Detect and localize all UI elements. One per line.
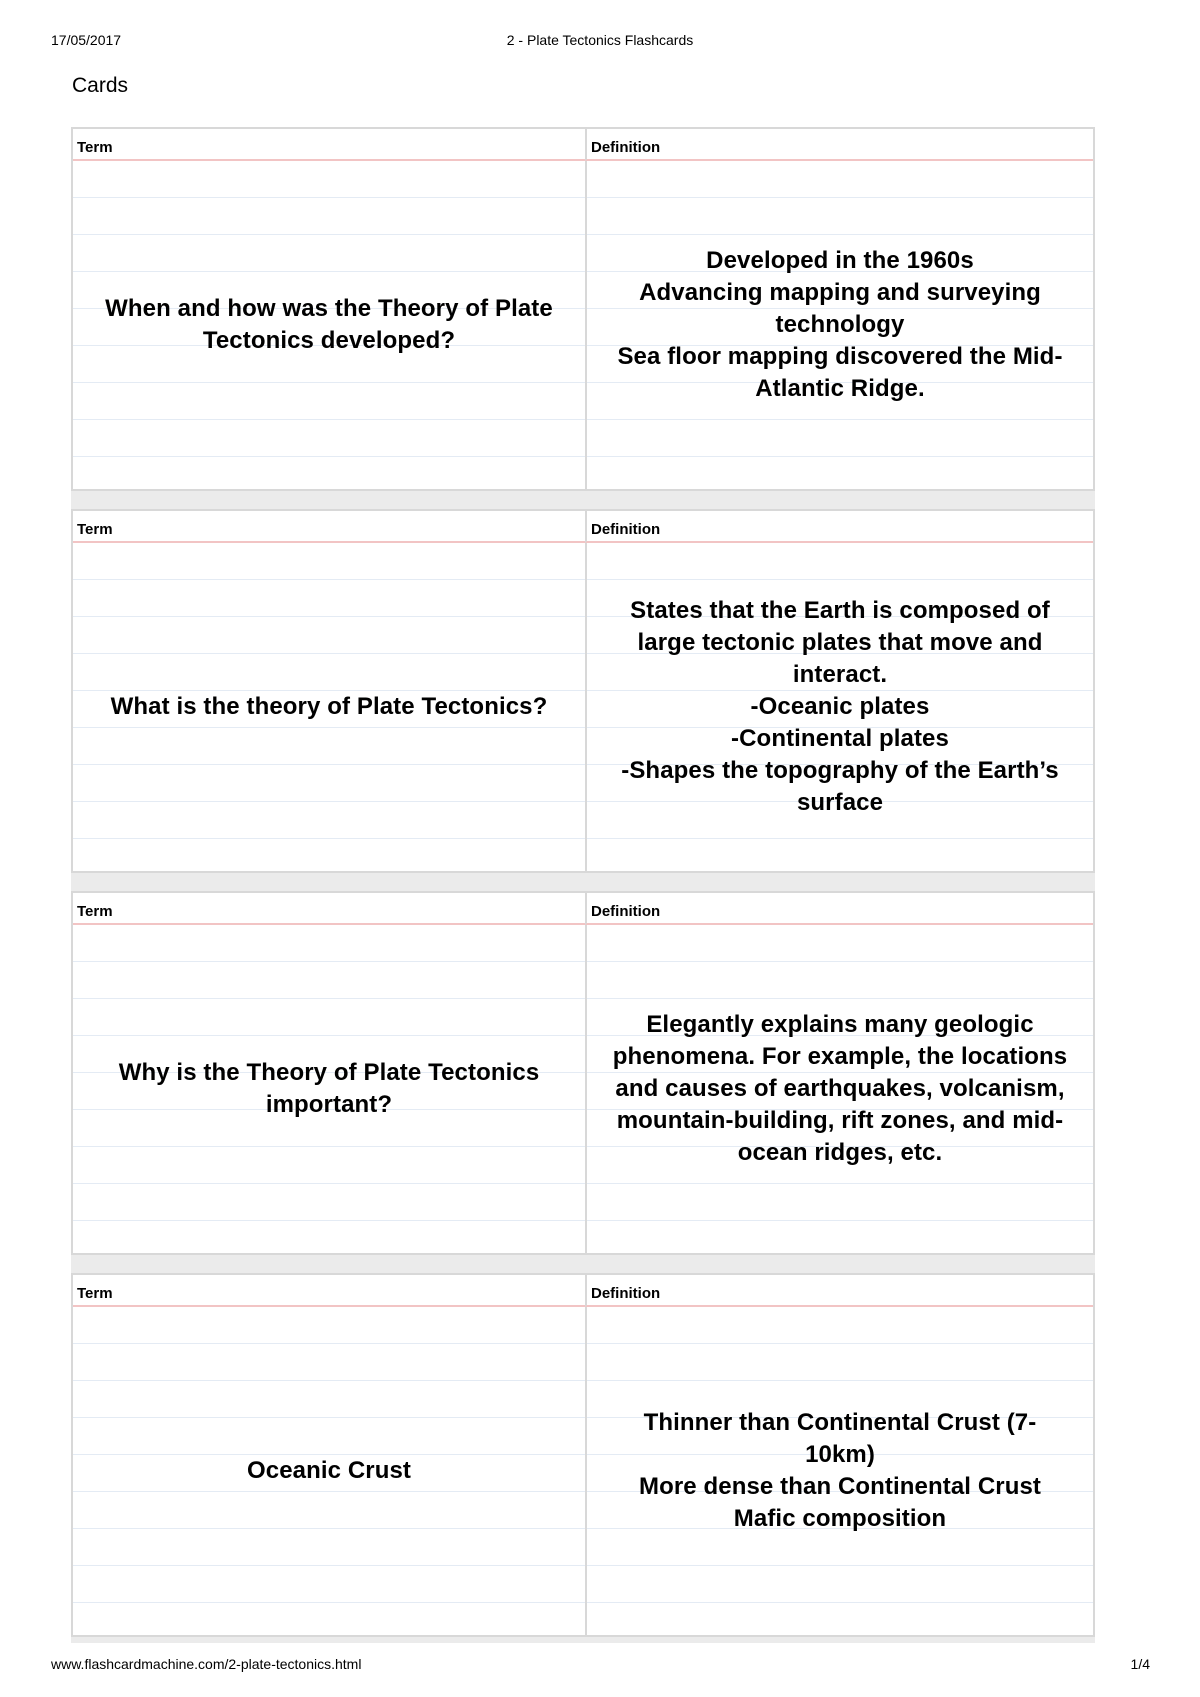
term-cell xyxy=(73,925,585,1253)
term-column-label: Term xyxy=(73,129,585,161)
definition-line: Sea floor mapping discovered the Mid-Atlantic Ridge. xyxy=(617,343,1063,402)
definition-text xyxy=(610,1407,1070,1535)
definition-line: -Continental plates xyxy=(731,725,949,752)
definition-column-label: Definition xyxy=(585,129,1093,161)
definition-line: States that the Earth is composed of large tectonic plates that move and interact. xyxy=(630,597,1050,688)
definition-column-label: Definition xyxy=(585,893,1093,925)
flashcard-list xyxy=(71,127,1095,1643)
definition-line: Elegantly explains many geologic phenomena. For example, the locations and causes of earthquakes, volcanism, mountain-building, rift zones, and mid-ocean ridges, etc. xyxy=(612,1011,1068,1166)
definition-text xyxy=(605,245,1075,405)
definition-line: -Oceanic plates xyxy=(750,693,930,720)
document-title: 2 - Plate Tectonics Flashcards xyxy=(506,32,694,48)
definition-cell xyxy=(585,1307,1093,1635)
term-text: What is the theory of Plate Tectonics? xyxy=(110,693,548,720)
flashcard xyxy=(71,509,1095,873)
definition-line: Advancing mapping and surveying technology xyxy=(639,279,1041,338)
term-cell xyxy=(73,161,585,489)
definition-line: Mafic composition xyxy=(733,1505,947,1532)
term-column-label: Term xyxy=(73,893,585,925)
term-text: Oceanic Crust xyxy=(246,1457,412,1484)
section-title: Cards xyxy=(72,74,129,97)
card-separator xyxy=(71,1255,1095,1273)
definition-text xyxy=(597,1009,1083,1169)
definition-cell xyxy=(585,925,1093,1253)
flashcard xyxy=(71,1273,1095,1637)
flashcard xyxy=(71,127,1095,491)
term-text: When and how was the Theory of Plate Tectonics developed? xyxy=(105,295,553,354)
definition-line: Thinner than Continental Crust (7-10km) xyxy=(643,1409,1037,1468)
definition-cell xyxy=(585,543,1093,871)
definition-text xyxy=(600,595,1080,819)
term-cell xyxy=(73,543,585,871)
term-cell xyxy=(73,1307,585,1635)
print-date: 17/05/2017 xyxy=(51,32,122,48)
page-number: 1/4 xyxy=(1130,1656,1150,1672)
term-column-label: Term xyxy=(73,511,585,543)
definition-line: More dense than Continental Crust xyxy=(639,1473,1041,1500)
footer-url: www.flashcardmachine.com/2-plate-tectonics.html xyxy=(51,1656,362,1672)
definition-cell xyxy=(585,161,1093,489)
definition-line: -Shapes the topography of the Earth’s surface xyxy=(621,757,1059,816)
term-text: Why is the Theory of Plate Tectonics important? xyxy=(118,1059,540,1118)
card-separator xyxy=(71,1637,1095,1643)
card-separator xyxy=(71,491,1095,509)
flashcard xyxy=(71,891,1095,1255)
term-column-label: Term xyxy=(73,1275,585,1307)
definition-column-label: Definition xyxy=(585,1275,1093,1307)
card-separator xyxy=(71,873,1095,891)
definition-line: Developed in the 1960s xyxy=(706,247,974,274)
definition-column-label: Definition xyxy=(585,511,1093,543)
